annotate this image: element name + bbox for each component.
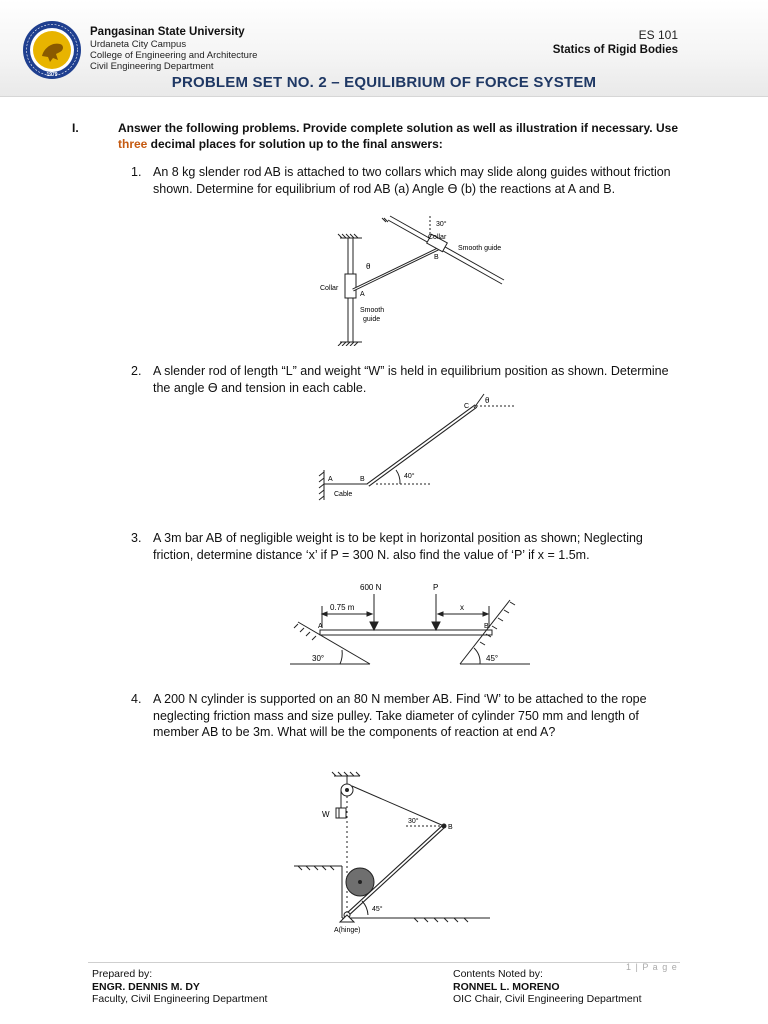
university-seal-logo bbox=[22, 20, 82, 80]
svg-text:guide: guide bbox=[363, 316, 381, 323]
problem-1-figure bbox=[310, 212, 550, 346]
campus-name: Urdaneta City Campus bbox=[90, 39, 187, 50]
university-name: Pangasinan State University bbox=[90, 26, 245, 38]
svg-text:600 N: 600 N bbox=[360, 583, 382, 592]
svg-text:30°: 30° bbox=[436, 221, 447, 228]
problem-3-text: A 3m bar AB of negligible weight is to be kept in horizontal position as shown; Neglecting friction, determine distance ‘x’ if P = 300 N. also find the value of ‘P’ if x = 1.5m. bbox=[153, 531, 643, 562]
course-block bbox=[553, 28, 678, 58]
svg-text:A(hinge): A(hinge) bbox=[334, 927, 361, 934]
svg-text:θ: θ bbox=[485, 396, 490, 405]
problem-1-number: 1. bbox=[131, 165, 142, 179]
svg-text:30°: 30° bbox=[408, 818, 419, 825]
problem-4-number: 4. bbox=[131, 692, 142, 706]
instructions-highlight: three bbox=[118, 137, 148, 151]
course-code: ES 101 bbox=[638, 28, 678, 42]
svg-text:45°: 45° bbox=[486, 654, 499, 663]
svg-text:B: B bbox=[484, 623, 489, 630]
problem-2-number: 2. bbox=[131, 364, 142, 378]
svg-text:C: C bbox=[464, 403, 470, 410]
svg-text:B: B bbox=[448, 824, 453, 831]
svg-text:1979: 1979 bbox=[46, 72, 58, 78]
prepared-label: Prepared by: bbox=[92, 968, 153, 980]
svg-text:Collar: Collar bbox=[428, 234, 447, 241]
svg-text:40°: 40° bbox=[404, 473, 415, 480]
university-block bbox=[90, 26, 257, 72]
problem-1-text: An 8 kg slender rod AB is attached to two collars which may slide along guides without friction shown. Determine for equilibrium of rod AB (a) Angle ϴ (b) the reactions at A and B. bbox=[153, 165, 671, 196]
noted-name: RONNEL L. MORENO bbox=[453, 980, 560, 993]
svg-text:A: A bbox=[318, 623, 323, 630]
prepared-name: ENGR. DENNIS M. DY bbox=[92, 980, 200, 993]
noted-role: OIC Chair, Civil Engineering Department bbox=[453, 993, 642, 1005]
problem-3-figure bbox=[290, 580, 530, 670]
prepared-role: Faculty, Civil Engineering Department bbox=[92, 993, 268, 1005]
instructions-text: Answer the following problems. Provide complete solution as well as illustration if necessary. Use bbox=[118, 121, 678, 135]
svg-text:x: x bbox=[460, 603, 464, 612]
svg-text:A: A bbox=[328, 476, 333, 483]
problem-4-figure bbox=[294, 770, 494, 938]
svg-text:B: B bbox=[434, 254, 439, 261]
problem-3-number: 3. bbox=[131, 531, 142, 545]
noted-by-block bbox=[453, 968, 642, 1006]
section-numeral: I. bbox=[72, 121, 79, 135]
svg-text:30°: 30° bbox=[312, 654, 325, 663]
svg-text:P: P bbox=[433, 583, 439, 592]
footer bbox=[0, 960, 768, 1024]
noted-label: Contents Noted by: bbox=[453, 968, 543, 980]
problem-2-figure bbox=[316, 392, 522, 502]
footer-rule bbox=[88, 962, 680, 963]
svg-text:45°: 45° bbox=[372, 906, 383, 913]
course-title: Statics of Rigid Bodies bbox=[552, 44, 678, 56]
svg-text:B: B bbox=[360, 476, 365, 483]
svg-text:W: W bbox=[322, 810, 330, 819]
prepared-by-block bbox=[92, 968, 267, 1006]
svg-text:Collar: Collar bbox=[320, 285, 339, 292]
problem-2-text: A slender rod of length “L” and weight “W” is held in equilibrium position as shown. Determine the angle ϴ and tension in each cable. bbox=[153, 364, 669, 395]
svg-text:θ: θ bbox=[366, 262, 371, 271]
college-name: College of Engineering and Architecture bbox=[90, 50, 258, 61]
section-instructions bbox=[118, 120, 678, 152]
department-name: Civil Engineering Department bbox=[90, 61, 214, 72]
svg-text:Cable: Cable bbox=[334, 491, 353, 498]
instructions-text-end: decimal places for solution up to the final answers: bbox=[147, 137, 443, 151]
svg-text:Smooth guide: Smooth guide bbox=[458, 245, 502, 252]
svg-text:A: A bbox=[360, 291, 365, 298]
svg-text:0.75 m: 0.75 m bbox=[330, 603, 355, 612]
page-number: 1 | P a g e bbox=[626, 962, 678, 972]
problem-4-text: A 200 N cylinder is supported on an 80 N member AB. Find ‘W’ to be attached to the rope neglecting friction mass and size pulley. Take diameter of cylinder 750 mm and length of member AB to be 3m. What will be the components of reaction at end A? bbox=[153, 692, 647, 739]
svg-text:Smooth: Smooth bbox=[360, 307, 385, 314]
problem-set-title: PROBLEM SET NO. 2 – EQUILIBRIUM OF FORCE SYSTEM bbox=[171, 74, 597, 91]
